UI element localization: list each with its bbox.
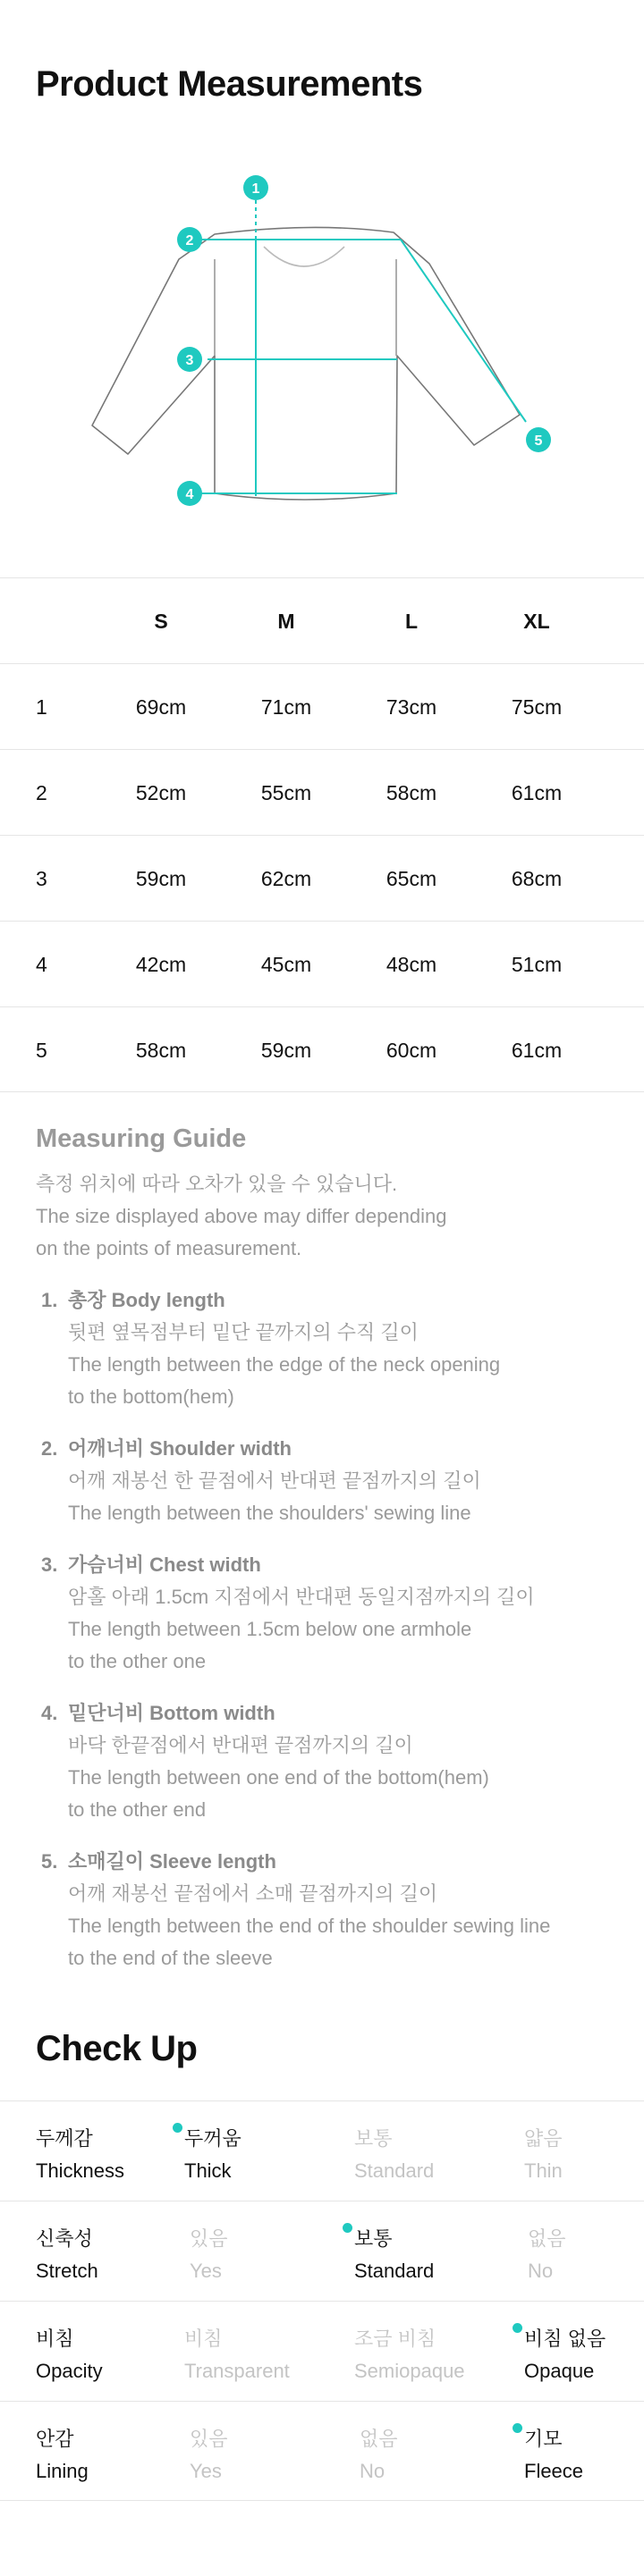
check-option: 있음 Yes bbox=[190, 2428, 228, 2482]
size-table-header bbox=[0, 577, 644, 663]
selected-dot-icon bbox=[513, 2423, 522, 2433]
svg-text:1: 1 bbox=[251, 181, 260, 197]
table-cell: 45cm bbox=[260, 953, 312, 976]
svg-text:5: 5 bbox=[534, 434, 543, 449]
svg-text:3: 3 bbox=[185, 353, 194, 368]
table-cell: 61cm bbox=[511, 1039, 563, 1062]
selected-dot-icon bbox=[513, 2323, 522, 2333]
table-cell: 5 bbox=[36, 1039, 47, 1062]
table-cell: 42cm bbox=[135, 953, 187, 976]
check-option: 조금 비침 Semiopaque bbox=[354, 2328, 465, 2382]
table-cell: 52cm bbox=[135, 781, 187, 804]
list-item: 5. 소매길이 Sleeve length 어깨 재봉선 끝점에서 소매 끝점까지의 길이 The length between the end of the shoulder sewing line to the end of the sleeve bbox=[41, 1850, 551, 1969]
check-label: 안감 Lining bbox=[36, 2428, 89, 2482]
check-up-table bbox=[0, 2100, 644, 2501]
table-cell: 58cm bbox=[135, 1039, 187, 1062]
table-cell: 59cm bbox=[260, 1039, 312, 1062]
table-cell: 71cm bbox=[260, 695, 312, 719]
check-option-selected: 기모 Fleece bbox=[524, 2423, 583, 2488]
table-cell: 68cm bbox=[511, 867, 563, 890]
marker-2 bbox=[177, 227, 202, 252]
size-table bbox=[0, 577, 644, 1092]
sweater-outline bbox=[92, 227, 520, 500]
table-row bbox=[0, 663, 644, 749]
table-cell: 2 bbox=[36, 781, 47, 804]
marker-1 bbox=[243, 175, 268, 200]
guide-title: Measuring Guide bbox=[36, 1124, 247, 1153]
table-cell: 58cm bbox=[386, 781, 437, 804]
check-option: 비침 Transparent bbox=[184, 2328, 290, 2382]
table-row bbox=[0, 1006, 644, 1092]
selected-dot-icon bbox=[173, 2123, 182, 2133]
check-option-selected: 비침 없음 Opaque bbox=[524, 2323, 606, 2387]
list-item: 4. 밑단너비 Bottom width 바닥 한끝점에서 반대편 끝점까지의 길이 The length between one end of the bottom(hem) to the other end bbox=[41, 1702, 489, 1821]
table-row bbox=[0, 835, 644, 921]
check-row-lining bbox=[0, 2401, 644, 2501]
guide-list bbox=[36, 1284, 626, 1974]
list-item: 2. 어깨너비 Shoulder width 어깨 재봉선 한 끝점에서 반대편 끝점까지의 길이 The length between the shoulders' sewing line bbox=[41, 1437, 481, 1524]
table-cell: 51cm bbox=[511, 953, 563, 976]
table-cell: 73cm bbox=[386, 695, 437, 719]
table-header-cell: M bbox=[277, 610, 295, 633]
check-label: 비침 Opacity bbox=[36, 2328, 103, 2382]
check-row-opacity bbox=[0, 2301, 644, 2401]
measurement-diagram bbox=[0, 161, 644, 518]
check-up-title: Check Up bbox=[36, 2029, 198, 2068]
table-cell: 48cm bbox=[386, 953, 437, 976]
table-row bbox=[0, 749, 644, 835]
measurement-lines bbox=[193, 200, 526, 496]
check-option: 보통 Standard bbox=[354, 2127, 435, 2182]
check-label: 두께감 Thickness bbox=[36, 2127, 125, 2182]
check-label: 신축성 Stretch bbox=[36, 2227, 98, 2282]
table-cell: 69cm bbox=[135, 695, 187, 719]
page-title: Product Measurements bbox=[36, 64, 423, 104]
check-row-thickness bbox=[0, 2100, 644, 2201]
table-cell: 55cm bbox=[260, 781, 312, 804]
table-cell: 65cm bbox=[386, 867, 437, 890]
table-header-cell bbox=[36, 578, 89, 664]
table-cell: 1 bbox=[36, 695, 47, 719]
check-option: 얇음 Thin bbox=[524, 2127, 563, 2182]
marker-5 bbox=[526, 427, 551, 452]
table-row bbox=[0, 921, 644, 1006]
marker-4 bbox=[177, 481, 202, 506]
marker-3 bbox=[177, 347, 202, 372]
table-cell: 60cm bbox=[386, 1039, 437, 1062]
check-option: 있음 Yes bbox=[190, 2227, 228, 2282]
table-cell: 61cm bbox=[511, 781, 563, 804]
table-cell: 4 bbox=[36, 953, 47, 976]
measuring-guide bbox=[36, 1124, 626, 1994]
guide-intro: 측정 위치에 따라 오차가 있을 수 있습니다. The size displayed above may differ depending on the points of measurement. bbox=[36, 1173, 447, 1259]
table-header-cell: S bbox=[154, 610, 168, 633]
table-cell: 75cm bbox=[511, 695, 563, 719]
list-item: 3. 가슴너비 Chest width 암홀 아래 1.5cm 지점에서 반대편 동일지점까지의 길이 The length between 1.5cm below one armhole to the other one bbox=[41, 1553, 535, 1672]
selected-dot-icon bbox=[343, 2223, 352, 2233]
check-option-selected: 두꺼움 Thick bbox=[184, 2123, 242, 2187]
list-item: 1. 총장 Body length 뒷편 옆목점부터 밑단 끝까지의 수직 길이 The length between the edge of the neck opening to the bottom(hem) bbox=[41, 1289, 501, 1408]
check-option: 없음 No bbox=[360, 2428, 398, 2482]
check-row-stretch bbox=[0, 2201, 644, 2301]
table-cell: 59cm bbox=[135, 867, 187, 890]
check-option-selected: 보통 Standard bbox=[354, 2223, 434, 2287]
svg-text:2: 2 bbox=[185, 233, 194, 248]
table-header-cell: XL bbox=[523, 610, 550, 633]
check-option: 없음 No bbox=[528, 2227, 566, 2282]
table-cell: 3 bbox=[36, 867, 47, 890]
table-header-cell: L bbox=[404, 610, 419, 633]
table-cell: 62cm bbox=[260, 867, 312, 890]
svg-text:4: 4 bbox=[185, 487, 194, 502]
